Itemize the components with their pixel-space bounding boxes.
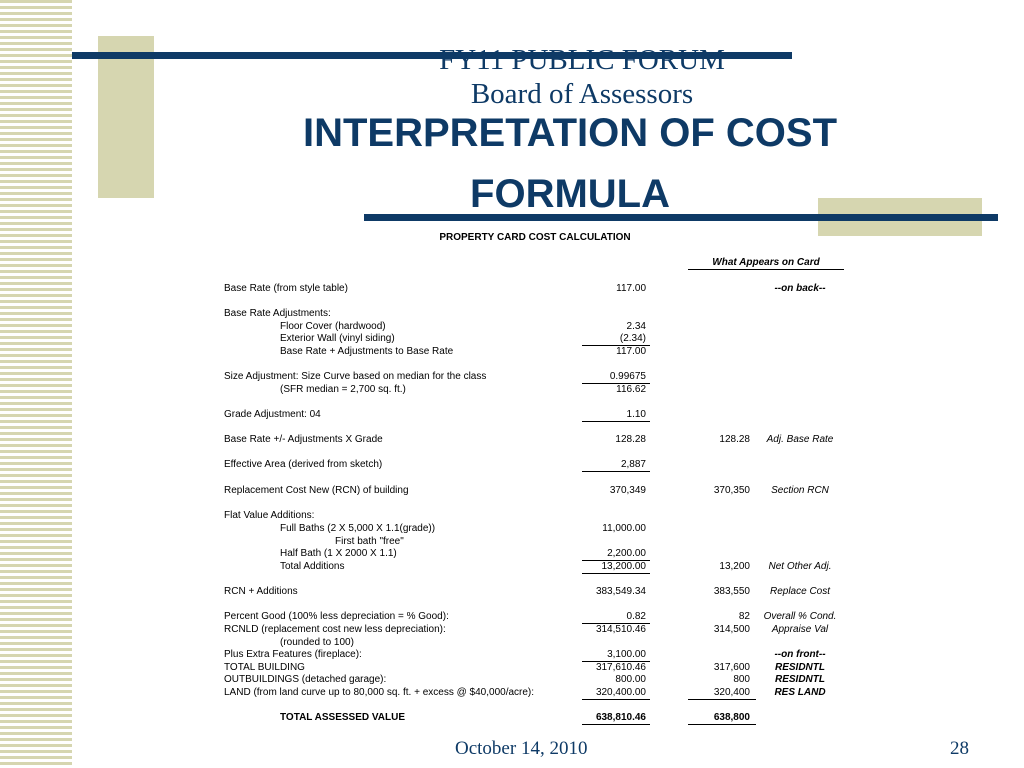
row-value: 320,400.00	[582, 686, 650, 700]
row-card-value: 383,550	[713, 586, 750, 597]
table-title: PROPERTY CARD COST CALCULATION	[439, 232, 631, 243]
table-row	[0, 686, 1024, 699]
row-value: 3,100.00	[582, 648, 650, 662]
slide-title-line-1: INTERPRETATION OF COST	[302, 111, 838, 155]
row-label: Base Rate Adjustments:	[224, 308, 331, 319]
row-card-value: 13,200	[719, 561, 750, 572]
row-value: 317,610.46	[595, 662, 646, 673]
row-label: Base Rate +/- Adjustments X Grade	[224, 434, 383, 445]
slide-title-line-2: FORMULA	[470, 172, 670, 216]
row-label: First bath "free"	[335, 536, 404, 547]
table-row-total	[0, 711, 1024, 724]
row-card-value: 638,800	[688, 711, 756, 725]
row-value: 13,200.00	[582, 560, 650, 574]
footer-date: October 14, 2010	[455, 738, 588, 759]
table-row	[0, 522, 1024, 535]
row-value: (2.34)	[582, 332, 650, 346]
row-label: OUTBUILDINGS (detached garage):	[224, 674, 387, 685]
row-card-note: RESIDNTL	[775, 662, 825, 673]
row-value: 638,810.46	[582, 711, 650, 725]
row-card-note: --on front--	[774, 649, 826, 660]
row-label: RCN + Additions	[224, 586, 298, 597]
table-row	[0, 509, 1024, 522]
table-row	[0, 370, 1024, 383]
row-value: 116.62	[616, 384, 646, 395]
row-card-value: 800	[733, 674, 750, 685]
table-row	[0, 585, 1024, 598]
row-value: 2.34	[626, 321, 646, 332]
row-card-value: 82	[738, 611, 750, 622]
row-value: 117.00	[616, 346, 646, 357]
row-card-value: 320,400	[688, 686, 756, 700]
table-row	[0, 458, 1024, 471]
row-card-value: 370,350	[713, 485, 750, 496]
row-card-value: 128.28	[719, 434, 750, 445]
column-header-card: What Appears on Card	[688, 257, 844, 270]
row-label: LAND (from land curve up to 80,000 sq. ft. + excess @ $40,000/acre):	[224, 687, 535, 698]
row-label: Plus Extra Features (fireplace):	[224, 649, 362, 660]
table-row	[0, 345, 1024, 358]
row-label: Size Adjustment: Size Curve based on median for the class	[224, 371, 487, 382]
page-number: 28	[950, 738, 969, 759]
row-card-note: Appraise Val	[771, 624, 829, 635]
row-label: TOTAL BUILDING	[224, 662, 305, 673]
table-row	[0, 282, 1024, 295]
table-row	[0, 610, 1024, 623]
row-value: 800.00	[615, 674, 646, 685]
row-label: Flat Value Additions:	[224, 510, 315, 521]
table-row	[0, 307, 1024, 320]
row-label: TOTAL ASSESSED VALUE	[280, 712, 406, 723]
row-label: (rounded to 100)	[280, 637, 354, 648]
table-row	[0, 648, 1024, 661]
row-card-note: RES LAND	[774, 687, 826, 698]
row-card-note: Section RCN	[771, 485, 829, 496]
table-row	[0, 547, 1024, 560]
row-label: Percent Good (100% less depreciation = % Good):	[224, 611, 449, 622]
header-line-1: FY11 PUBLIC FORUM	[439, 44, 725, 76]
table-row	[0, 484, 1024, 497]
row-label: RCNLD (replacement cost new less depreciation):	[224, 624, 446, 635]
row-label: Exterior Wall (vinyl siding)	[280, 333, 395, 344]
table-row	[0, 560, 1024, 573]
row-label: Half Bath (1 X 2000 X 1.1)	[280, 548, 397, 559]
row-label: Floor Cover (hardwood)	[280, 321, 386, 332]
row-card-value: 317,600	[713, 662, 750, 673]
row-value: 117.00	[616, 283, 646, 294]
row-value: 383,549.34	[595, 586, 646, 597]
table-row	[0, 623, 1024, 636]
row-label: (SFR median = 2,700 sq. ft.)	[280, 384, 406, 395]
row-card-note: Replace Cost	[769, 586, 831, 597]
row-value: 128.28	[615, 434, 646, 445]
row-value: 314,510.46	[595, 624, 646, 635]
row-label: Grade Adjustment: 04	[224, 409, 321, 420]
row-label: Full Baths (2 X 5,000 X 1.1(grade))	[280, 523, 436, 534]
row-card-note: --on back--	[774, 283, 826, 294]
table-row	[0, 332, 1024, 345]
row-label: Base Rate (from style table)	[224, 283, 348, 294]
row-card-note: Overall % Cond.	[763, 611, 837, 622]
row-value: 11,000.00	[602, 523, 646, 534]
row-card-value: 314,500	[713, 624, 750, 635]
row-label: Effective Area (derived from sketch)	[224, 459, 383, 470]
table-row	[0, 383, 1024, 396]
row-label: Base Rate + Adjustments to Base Rate	[280, 346, 454, 357]
row-value: 0.99675	[582, 370, 650, 384]
table-row	[0, 408, 1024, 421]
header-line-2: Board of Assessors	[470, 78, 694, 110]
row-value: 2,200.00	[582, 547, 650, 561]
row-label: Total Additions	[280, 561, 345, 572]
row-card-note: Adj. Base Rate	[766, 434, 834, 445]
row-value: 0.82	[582, 610, 650, 624]
row-card-note: Net Other Adj.	[768, 561, 832, 572]
row-value: 1.10	[582, 408, 650, 422]
row-label: Replacement Cost New (RCN) of building	[224, 485, 409, 496]
table-row	[0, 673, 1024, 686]
table-row	[0, 433, 1024, 446]
row-value: 2,887	[582, 458, 650, 472]
row-card-note: RESIDNTL	[775, 674, 825, 685]
row-value: 370,349	[609, 485, 646, 496]
